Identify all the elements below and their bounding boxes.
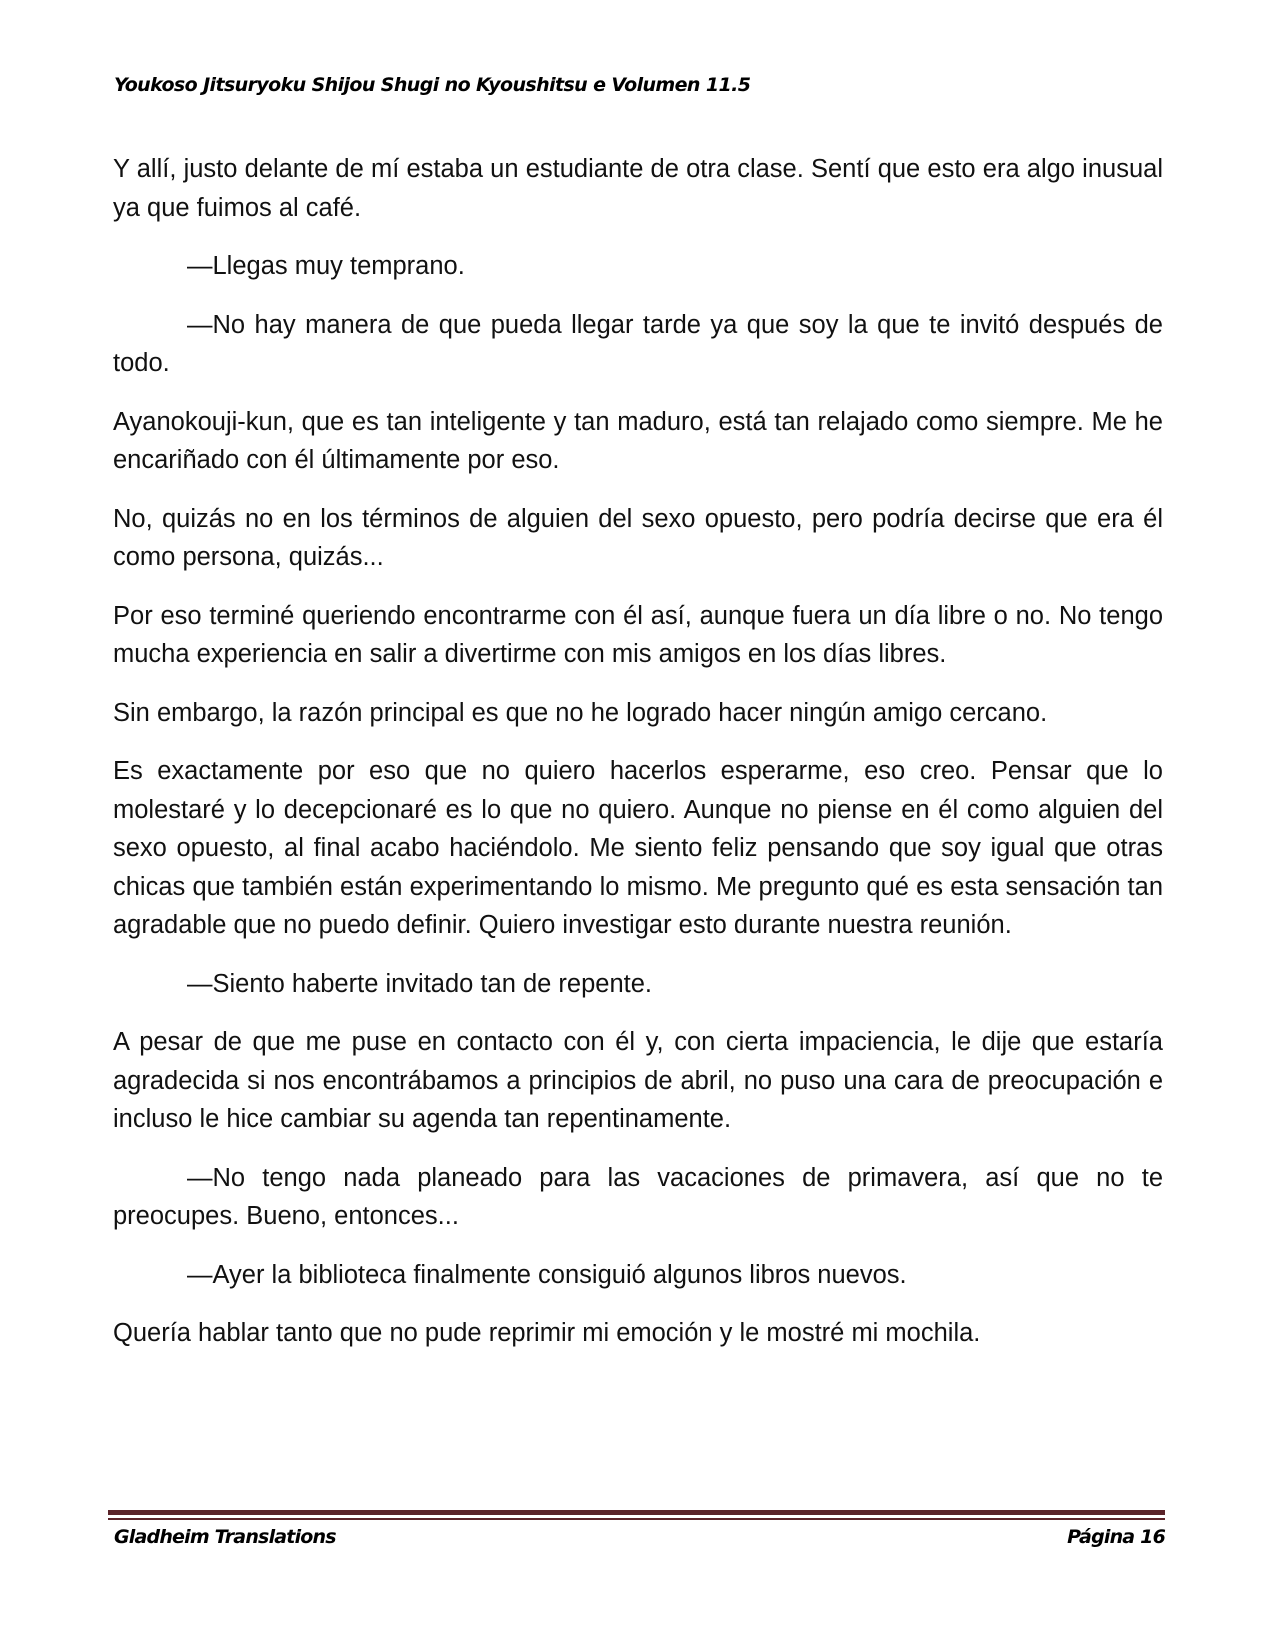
dialogue-paragraph: —No tengo nada planeado para las vacaciones de primavera, así que no te preocupes. Bueno, entonces... bbox=[113, 1163, 1163, 1230]
paragraph: No, quizás no en los términos de alguien del sexo opuesto, pero podría decirse que era él como persona, quizás... bbox=[113, 504, 1163, 571]
paragraph: Sin embargo, la razón principal es que no he logrado hacer ningún amigo cercano. bbox=[113, 698, 1048, 727]
dialogue-paragraph: —Ayer la biblioteca finalmente consiguió algunos libros nuevos. bbox=[187, 1260, 907, 1289]
paragraph: Ayanokouji-kun, que es tan inteligente y tan maduro, está tan relajado como siempre. Me he encariñado con él últimamente por eso. bbox=[113, 407, 1163, 474]
footer-rule-thin bbox=[108, 1518, 1165, 1520]
paragraph: Quería hablar tanto que no pude reprimir mi emoción y le mostré mi mochila. bbox=[113, 1319, 981, 1347]
dialogue-paragraph: —No hay manera de que pueda llegar tarde ya que soy la que te invitó después de todo. bbox=[113, 310, 1163, 377]
dialogue-paragraph: —Llegas muy temprano. bbox=[187, 252, 465, 280]
page-number: Página 16 bbox=[1067, 1526, 1165, 1548]
page-body bbox=[113, 150, 1163, 1373]
paragraph: Y allí, justo delante de mí estaba un estudiante de otra clase. Sentí que esto era algo inusual ya que fuimos al café. bbox=[113, 155, 1163, 222]
paragraph: A pesar de que me puse en contacto con él y, con cierta impaciencia, le dije que estaría agradecida si nos encontrábamos a principios de abril, no puso una cara de preocupación e incluso le hice cambiar su agenda tan repentinamente. bbox=[113, 1028, 1163, 1133]
dialogue-paragraph: —Siento haberte invitado tan de repente. bbox=[187, 969, 652, 998]
paragraph: Por eso terminé queriendo encontrarme con él así, aunque fuera un día libre o no. No tengo mucha experiencia en salir a divertirme con mis amigos en los días libres. bbox=[113, 601, 1163, 668]
paragraph: Es exactamente por eso que no quiero hacerlos esperarme, eso creo. Pensar que lo molestaré y lo decepcionaré es lo que no quiero. Aunque no piense en él como alguien del sexo opuesto, al final acabo haciéndolo. Me siento feliz pensando que soy igual que otras chicas que también están experimentando lo mismo. Me pregunto qué es esta sensación tan agradable que no puedo definir. Quiero investigar esto durante nuestra reunión. bbox=[113, 757, 1163, 939]
running-header: Youkoso Jitsuryoku Shijou Shugi no Kyoushitsu e Volumen 11.5 bbox=[114, 74, 751, 96]
footer-credit: Gladheim Translations bbox=[114, 1526, 336, 1548]
footer-rule-thick bbox=[108, 1510, 1165, 1515]
